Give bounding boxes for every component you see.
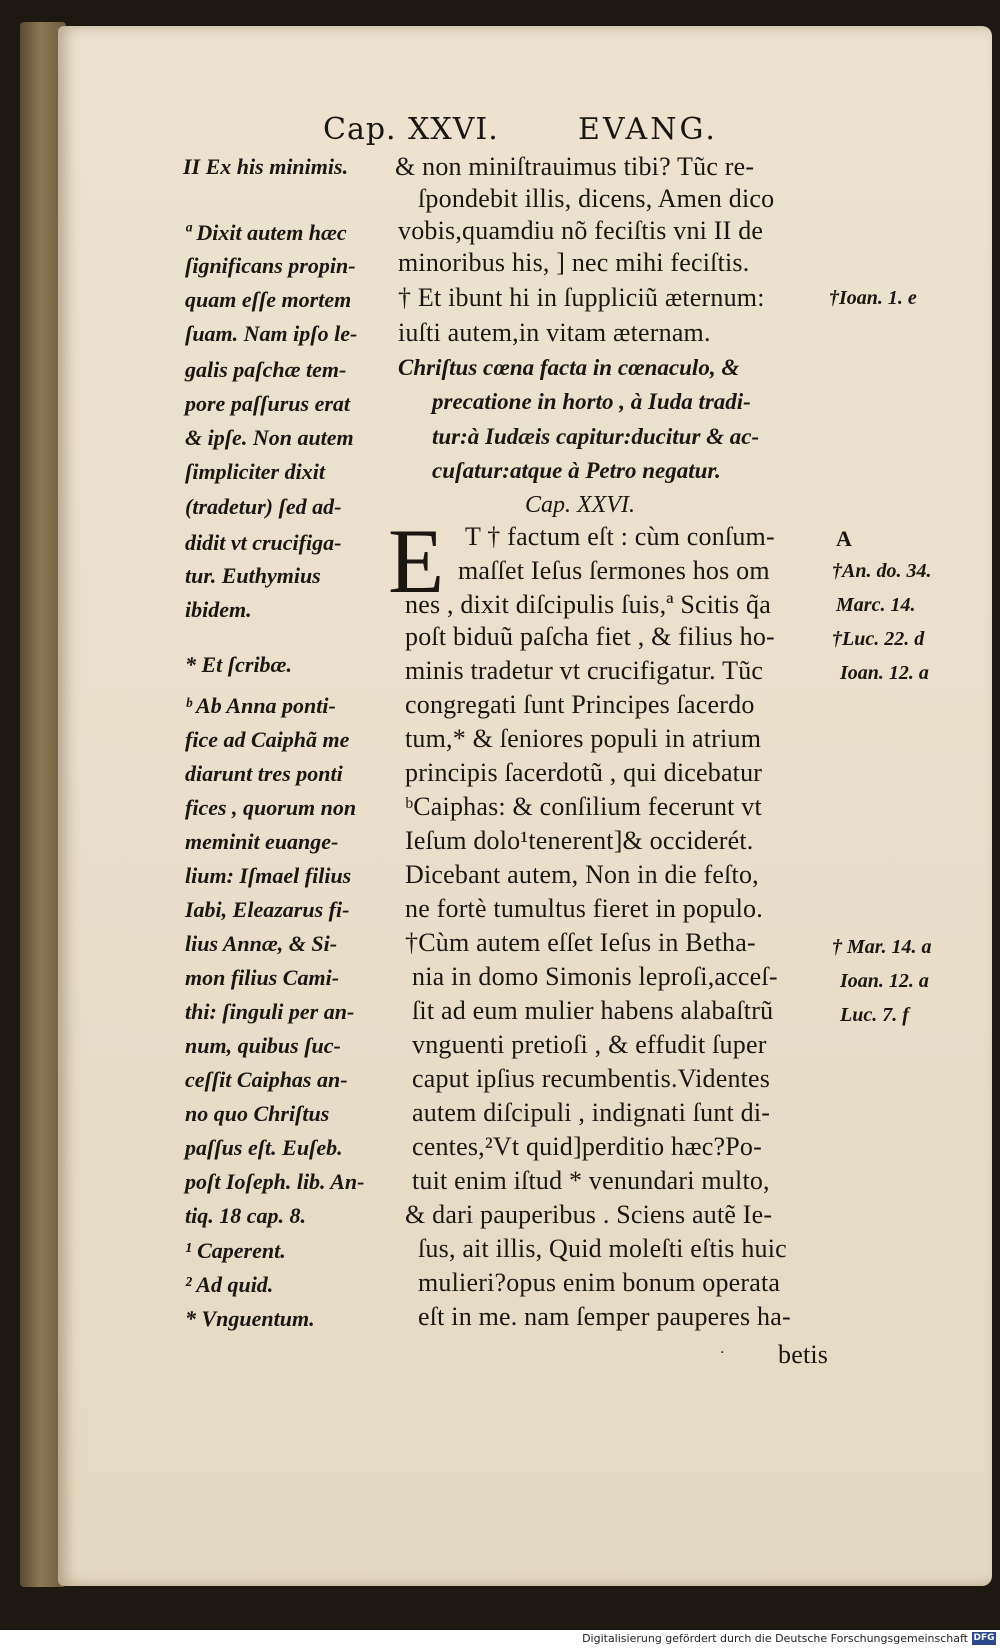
main-line-5: † Et ibunt hi in ſuppliciũ æternum: [398, 283, 765, 312]
drop-initial: E [388, 510, 445, 612]
right-ref-5: Ioan. 12. a [840, 662, 929, 684]
printer-mark: · [720, 1345, 725, 1361]
left-note-5: ſuam. Nam ipſo le- [185, 321, 358, 346]
chapter-line-1: T † factum eſt : cùm conſum- [465, 522, 775, 551]
left-note-3: ſignificans propin- [185, 253, 356, 278]
left-note-24: thi: ſinguli per an- [185, 999, 355, 1024]
left-note-25: num, quibus ſuc- [185, 1033, 341, 1058]
main-line-3: vobis,quamdiu nõ feciſtis vni II de [398, 216, 764, 245]
chapter-line-12: ne fortè tumultus fieret in populo. [405, 894, 763, 923]
chapter-heading: Cap. XXVI. [525, 492, 635, 518]
chapter-line-16: vnguenti pretioſi , & effudit ſuper [412, 1030, 767, 1059]
dfg-logo: DFG [973, 1633, 995, 1643]
right-ref-4: †Luc. 22. d [832, 628, 925, 650]
left-note-21: Iabi, Eleazarus fi- [185, 897, 350, 922]
left-note-31: ¹ Caperent. [185, 1238, 286, 1263]
right-ref-1: †Ioan. 1. e [829, 287, 917, 309]
summary-line-1: Chriſtus cœna facta in cœnaculo, & [398, 355, 740, 380]
left-note-23: mon filius Cami- [185, 965, 340, 990]
left-note-26: ceſſit Caiphas an- [185, 1067, 348, 1092]
left-note-12: tur. Euthymius [185, 563, 321, 588]
chapter-line-18: autem diſcipuli , indignati ſunt di- [412, 1098, 771, 1127]
header-cap: Cap. [323, 112, 397, 147]
chapter-line-3: nes , dixit diſcipulis ſuis,ª Scitis q̃a [405, 590, 771, 619]
right-ref-6: † Mar. 14. a [832, 936, 932, 958]
header-title: EVANG. [578, 112, 718, 147]
left-note-16: fice ad Caiphã me [185, 727, 350, 752]
chapter-line-11: Dicebant autem, Non in die feſto, [405, 860, 759, 889]
chapter-line-2: maſſet Ieſus ſermones hos om [458, 556, 770, 585]
chapter-line-19: centes,²Vt quid]perditio hæc?Po- [412, 1132, 762, 1161]
left-note-19: meminit euange- [185, 829, 339, 854]
left-note-6: galis paſchæ tem- [185, 357, 347, 382]
left-note-1: II Ex his minimis. [183, 154, 349, 179]
left-note-2: ª Dixit autem hæc [185, 220, 347, 245]
chapter-line-13: †Cùm autem eſſet Ieſus in Betha- [405, 928, 756, 957]
left-note-22: lius Annæ, & Si- [185, 931, 338, 956]
left-note-14: * Et ſcribæ. [185, 652, 292, 677]
left-note-18: fices , quorum non [185, 795, 357, 820]
left-note-27: no quo Chriſtus [185, 1101, 330, 1126]
right-ref-2: †An. do. 34. [832, 560, 932, 582]
left-note-17: diarunt tres ponti [185, 761, 343, 786]
main-line-6: iuſti autem,in vitam æternam. [398, 318, 711, 347]
right-ref-8: Luc. 7. f [840, 1004, 909, 1026]
left-note-13: ibidem. [185, 597, 252, 622]
right-ref-7: Ioan. 12. a [840, 970, 929, 992]
main-line-1: & non miniſtrauimus tibi? Tũc re- [395, 152, 755, 181]
left-note-33: * Vnguentum. [185, 1306, 315, 1331]
funding-notice: Digitalisierung gefördert durch die Deutsche Forschungsgemeinschaft [582, 1632, 968, 1645]
left-note-15: ᵇ Ab Anna ponti- [185, 693, 336, 718]
main-line-2: ſpondebit illis, dicens, Amen dico [418, 184, 775, 213]
left-note-7: pore paſſurus erat [185, 391, 351, 416]
chapter-line-7: tum,* & ſeniores populi in atrium [405, 724, 762, 753]
left-note-9: ſimpliciter dixit [185, 459, 325, 484]
chapter-line-17: caput ipſius recumbentis.Videntes [412, 1064, 771, 1093]
chapter-line-10: Ieſum dolo¹tenerent]& occiderét. [405, 826, 754, 855]
chapter-line-6: congregati ſunt Principes ſacerdo [405, 690, 755, 719]
chapter-line-4: poſt biduũ paſcha fiet , & filius ho- [405, 622, 775, 651]
left-note-29: poſt Ioſeph. lib. An- [185, 1169, 365, 1194]
chapter-line-23: mulieri?opus enim bonum operata [418, 1268, 781, 1297]
chapter-line-9: ᵇCaiphas: & conſilium fecerunt vt [405, 792, 762, 821]
chapter-line-22: ſus, ait illis, Quid moleſti eſtis huic [418, 1234, 787, 1263]
right-ref-section-letter: A [836, 526, 852, 551]
left-note-28: paſſus eſt. Euſeb. [185, 1135, 343, 1160]
chapter-line-15: ſit ad eum mulier habens alabaſtrũ [412, 996, 774, 1025]
left-note-8: & ipſe. Non autem [185, 425, 354, 450]
chapter-line-21: & dari pauperibus . Sciens autẽ Ie- [405, 1200, 773, 1229]
left-note-20: lium: Iſmael filius [185, 863, 352, 888]
left-note-32: ² Ad quid. [185, 1272, 274, 1297]
left-note-30: tiq. 18 cap. 8. [185, 1203, 306, 1228]
right-ref-3: Marc. 14. [836, 594, 916, 616]
catchword: betis [778, 1340, 829, 1369]
summary-line-4: cuſatur:atque à Petro negatur. [432, 458, 721, 483]
chapter-line-24: eſt in me. nam ſemper pauperes ha- [418, 1302, 791, 1331]
summary-line-3: tur:à Iudæis capitur:ducitur & ac- [432, 424, 760, 449]
chapter-line-5: minis tradetur vt crucifigatur. Tũc [405, 656, 764, 685]
header-chapter-number: XXVI. [408, 112, 499, 147]
main-line-4: minoribus his, ] nec mihi feciſtis. [398, 248, 750, 277]
left-note-4: quam eſſe mortem [185, 287, 352, 312]
chapter-line-14: nia in domo Simonis leproſi,acceſ- [412, 962, 778, 991]
left-note-11: didit vt crucifiga- [185, 530, 342, 555]
left-note-10: (tradetur) ſed ad- [185, 494, 342, 519]
chapter-line-8: principis ſacerdotũ , qui dicebatur [405, 758, 763, 787]
summary-line-2: precatione in horto , à Iuda tradi- [432, 389, 751, 414]
chapter-line-20: tuit enim iſtud * venundari multo, [412, 1166, 770, 1195]
